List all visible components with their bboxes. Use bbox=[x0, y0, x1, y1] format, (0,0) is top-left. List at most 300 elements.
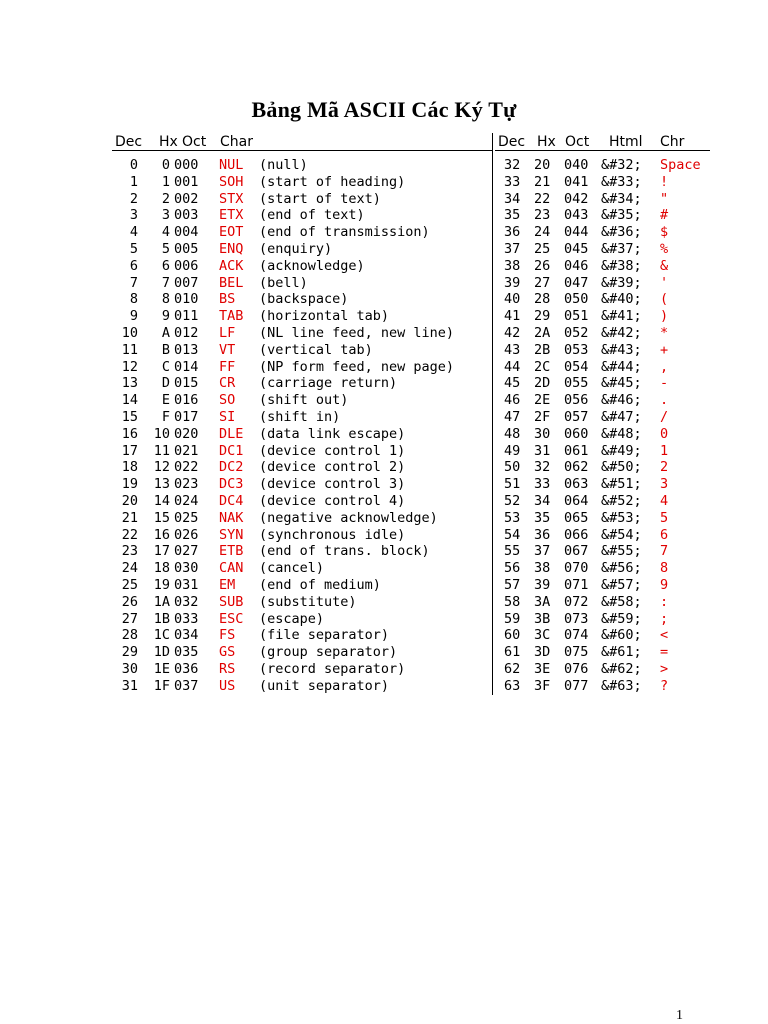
table-row bbox=[112, 258, 712, 275]
cell-hx: 8 bbox=[161, 291, 170, 308]
header-underline-left bbox=[112, 150, 493, 151]
cell-html-entity: &#37; bbox=[601, 240, 642, 257]
cell-char: EOT bbox=[219, 224, 244, 241]
cell-description: (shift out) bbox=[259, 392, 349, 409]
cell-hx-2: 24 bbox=[534, 224, 551, 241]
cell-description: (start of text) bbox=[259, 190, 381, 207]
cell-description: (shift in) bbox=[259, 408, 341, 425]
cell-hx: 1C bbox=[153, 627, 170, 644]
cell-oct-2: 076 bbox=[564, 660, 589, 677]
table-row bbox=[112, 426, 712, 443]
cell-char: BEL bbox=[219, 274, 244, 291]
cell-hx: 1E bbox=[153, 660, 170, 677]
cell-char: DC1 bbox=[219, 442, 244, 459]
cell-dec: 15 bbox=[121, 408, 138, 425]
cell-oct-2: 065 bbox=[564, 509, 589, 526]
header-oct-2: Oct bbox=[565, 134, 590, 150]
cell-hx: 19 bbox=[153, 576, 170, 593]
cell-dec: 25 bbox=[121, 576, 138, 593]
cell-dec-2: 55 bbox=[504, 543, 521, 560]
cell-hx-2: 23 bbox=[534, 207, 551, 224]
cell-oct: 011 bbox=[174, 308, 199, 325]
cell-dec-2: 50 bbox=[504, 459, 521, 476]
cell-chr: * bbox=[660, 324, 669, 341]
table-row bbox=[112, 560, 712, 577]
cell-char: US bbox=[219, 677, 236, 694]
cell-description: (unit separator) bbox=[259, 677, 390, 694]
cell-hx: 4 bbox=[161, 224, 170, 241]
cell-hx: 0 bbox=[161, 157, 170, 173]
cell-chr: 8 bbox=[660, 560, 669, 577]
cell-hx: A bbox=[161, 324, 170, 341]
table-row bbox=[112, 459, 712, 476]
cell-description: (group separator) bbox=[259, 644, 398, 661]
cell-oct-2: 061 bbox=[564, 442, 589, 459]
cell-dec-2: 54 bbox=[504, 526, 521, 543]
cell-char: ACK bbox=[219, 257, 244, 274]
cell-oct: 037 bbox=[174, 677, 199, 694]
cell-hx-2: 3E bbox=[534, 660, 551, 677]
cell-hx-2: 26 bbox=[534, 257, 551, 274]
cell-html-entity: &#38; bbox=[601, 257, 642, 274]
cell-oct-2: 062 bbox=[564, 459, 589, 476]
cell-hx-2: 20 bbox=[534, 157, 551, 173]
cell-html-entity: &#58; bbox=[601, 593, 642, 610]
cell-html-entity: &#52; bbox=[601, 492, 642, 509]
cell-oct-2: 066 bbox=[564, 526, 589, 543]
cell-dec-2: 59 bbox=[504, 610, 521, 627]
cell-hx: 15 bbox=[153, 509, 170, 526]
cell-dec-2: 57 bbox=[504, 576, 521, 593]
cell-dec: 3 bbox=[129, 207, 138, 224]
header-dec: Dec bbox=[115, 134, 143, 150]
cell-oct-2: 056 bbox=[564, 392, 589, 409]
cell-html-entity: &#56; bbox=[601, 560, 642, 577]
cell-description: (record separator) bbox=[259, 660, 406, 677]
table-row bbox=[112, 375, 712, 392]
table-row bbox=[112, 577, 712, 594]
cell-hx-2: 2F bbox=[534, 408, 551, 425]
cell-dec-2: 47 bbox=[504, 408, 521, 425]
cell-description: (null) bbox=[259, 157, 308, 173]
cell-char: DC2 bbox=[219, 459, 244, 476]
table-row bbox=[112, 291, 712, 308]
cell-chr: " bbox=[660, 190, 669, 207]
cell-oct: 010 bbox=[174, 291, 199, 308]
cell-oct: 022 bbox=[174, 459, 199, 476]
cell-html-entity: &#42; bbox=[601, 324, 642, 341]
cell-dec: 17 bbox=[121, 442, 138, 459]
cell-dec: 28 bbox=[121, 627, 138, 644]
cell-char: SI bbox=[219, 408, 236, 425]
cell-html-entity: &#62; bbox=[601, 660, 642, 677]
cell-oct: 030 bbox=[174, 560, 199, 577]
table-row bbox=[112, 644, 712, 661]
cell-html-entity: &#34; bbox=[601, 190, 642, 207]
cell-hx-2: 30 bbox=[534, 425, 551, 442]
cell-hx-2: 35 bbox=[534, 509, 551, 526]
cell-html-entity: &#61; bbox=[601, 644, 642, 661]
table-row bbox=[112, 493, 712, 510]
cell-chr: # bbox=[660, 207, 669, 224]
cell-html-entity: &#49; bbox=[601, 442, 642, 459]
cell-oct: 033 bbox=[174, 610, 199, 627]
cell-char: SO bbox=[219, 392, 236, 409]
cell-oct: 027 bbox=[174, 543, 199, 560]
cell-chr: > bbox=[660, 660, 669, 677]
cell-chr: Space bbox=[660, 157, 701, 173]
cell-description: (acknowledge) bbox=[259, 257, 365, 274]
cell-oct-2: 045 bbox=[564, 240, 589, 257]
cell-description: (device control 2) bbox=[259, 459, 406, 476]
table-row bbox=[112, 678, 712, 695]
cell-description: (horizontal tab) bbox=[259, 308, 390, 325]
cell-oct-2: 075 bbox=[564, 644, 589, 661]
cell-chr: 4 bbox=[660, 492, 669, 509]
cell-description: (synchronous idle) bbox=[259, 526, 406, 543]
page-number: 1 bbox=[676, 1008, 683, 1023]
cell-dec: 26 bbox=[121, 593, 138, 610]
cell-chr: 2 bbox=[660, 459, 669, 476]
table-row bbox=[112, 359, 712, 376]
cell-dec-2: 41 bbox=[504, 308, 521, 325]
cell-description: (enquiry) bbox=[259, 240, 333, 257]
table-row bbox=[112, 443, 712, 460]
cell-oct: 036 bbox=[174, 660, 199, 677]
cell-dec-2: 61 bbox=[504, 644, 521, 661]
cell-oct: 034 bbox=[174, 627, 199, 644]
cell-char: SOH bbox=[219, 173, 244, 190]
cell-html-entity: &#60; bbox=[601, 627, 642, 644]
table-row bbox=[112, 174, 712, 191]
cell-html-entity: &#57; bbox=[601, 576, 642, 593]
cell-chr: . bbox=[660, 392, 669, 409]
header-row bbox=[112, 132, 710, 152]
cell-dec: 0 bbox=[129, 157, 138, 173]
cell-oct: 025 bbox=[174, 509, 199, 526]
cell-chr: & bbox=[660, 257, 669, 274]
cell-hx-2: 38 bbox=[534, 560, 551, 577]
cell-oct: 013 bbox=[174, 341, 199, 358]
cell-oct: 007 bbox=[174, 274, 199, 291]
cell-description: (end of transmission) bbox=[259, 224, 430, 241]
cell-hx-2: 2E bbox=[534, 392, 551, 409]
cell-hx-2: 2B bbox=[534, 341, 551, 358]
cell-hx: 1 bbox=[161, 173, 170, 190]
cell-chr: 7 bbox=[660, 543, 669, 560]
cell-dec: 22 bbox=[121, 526, 138, 543]
cell-html-entity: &#44; bbox=[601, 358, 642, 375]
cell-oct: 006 bbox=[174, 257, 199, 274]
cell-oct-2: 060 bbox=[564, 425, 589, 442]
cell-hx-2: 34 bbox=[534, 492, 551, 509]
cell-char: DC3 bbox=[219, 476, 244, 493]
table-row bbox=[112, 661, 712, 678]
cell-chr: + bbox=[660, 341, 669, 358]
cell-oct: 024 bbox=[174, 492, 199, 509]
cell-chr: ! bbox=[660, 173, 669, 190]
cell-dec: 20 bbox=[121, 492, 138, 509]
cell-dec-2: 51 bbox=[504, 476, 521, 493]
cell-oct: 031 bbox=[174, 576, 199, 593]
cell-html-entity: &#39; bbox=[601, 274, 642, 291]
cell-char: RS bbox=[219, 660, 236, 677]
cell-dec-2: 32 bbox=[504, 157, 521, 173]
cell-chr: ( bbox=[660, 291, 669, 308]
cell-char: ESC bbox=[219, 610, 244, 627]
cell-oct: 004 bbox=[174, 224, 199, 241]
cell-description: (carriage return) bbox=[259, 375, 398, 392]
cell-hx-2: 37 bbox=[534, 543, 551, 560]
cell-chr: 1 bbox=[660, 442, 669, 459]
cell-dec-2: 36 bbox=[504, 224, 521, 241]
cell-oct: 012 bbox=[174, 324, 199, 341]
cell-char: ENQ bbox=[219, 240, 244, 257]
table-row bbox=[112, 191, 712, 208]
table-row bbox=[112, 308, 712, 325]
cell-hx: 6 bbox=[161, 257, 170, 274]
cell-chr: < bbox=[660, 627, 669, 644]
cell-dec: 7 bbox=[129, 274, 138, 291]
cell-hx: 16 bbox=[153, 526, 170, 543]
table-row bbox=[112, 527, 712, 544]
cell-char: CAN bbox=[219, 560, 244, 577]
cell-oct-2: 044 bbox=[564, 224, 589, 241]
cell-description: (device control 3) bbox=[259, 476, 406, 493]
cell-char: EM bbox=[219, 576, 236, 593]
cell-hx: B bbox=[161, 341, 170, 358]
cell-description: (start of heading) bbox=[259, 173, 406, 190]
table-row bbox=[112, 224, 712, 241]
cell-html-entity: &#48; bbox=[601, 425, 642, 442]
cell-html-entity: &#51; bbox=[601, 476, 642, 493]
cell-dec: 9 bbox=[129, 308, 138, 325]
cell-hx-2: 33 bbox=[534, 476, 551, 493]
cell-oct-2: 054 bbox=[564, 358, 589, 375]
table-row bbox=[112, 543, 712, 560]
cell-chr: = bbox=[660, 644, 669, 661]
table-row bbox=[112, 476, 712, 493]
cell-hx: E bbox=[161, 392, 170, 409]
cell-oct-2: 072 bbox=[564, 593, 589, 610]
cell-oct-2: 077 bbox=[564, 677, 589, 694]
cell-chr: 0 bbox=[660, 425, 669, 442]
cell-char: DLE bbox=[219, 425, 244, 442]
cell-html-entity: &#41; bbox=[601, 308, 642, 325]
cell-oct: 017 bbox=[174, 408, 199, 425]
cell-hx-2: 2D bbox=[534, 375, 551, 392]
cell-oct-2: 050 bbox=[564, 291, 589, 308]
table-row bbox=[112, 241, 712, 258]
cell-dec-2: 40 bbox=[504, 291, 521, 308]
cell-html-entity: &#47; bbox=[601, 408, 642, 425]
cell-html-entity: &#35; bbox=[601, 207, 642, 224]
cell-hx-2: 39 bbox=[534, 576, 551, 593]
cell-dec: 16 bbox=[121, 425, 138, 442]
cell-oct-2: 067 bbox=[564, 543, 589, 560]
cell-char: DC4 bbox=[219, 492, 244, 509]
cell-oct-2: 064 bbox=[564, 492, 589, 509]
cell-dec: 24 bbox=[121, 560, 138, 577]
table-row bbox=[112, 157, 712, 174]
cell-oct-2: 055 bbox=[564, 375, 589, 392]
cell-oct: 016 bbox=[174, 392, 199, 409]
cell-description: (backspace) bbox=[259, 291, 349, 308]
cell-description: (bell) bbox=[259, 274, 308, 291]
cell-dec: 12 bbox=[121, 358, 138, 375]
cell-char: FS bbox=[219, 627, 236, 644]
cell-description: (substitute) bbox=[259, 593, 357, 610]
cell-oct-2: 040 bbox=[564, 157, 589, 173]
cell-description: (escape) bbox=[259, 610, 325, 627]
cell-hx-2: 31 bbox=[534, 442, 551, 459]
cell-hx: C bbox=[161, 358, 170, 375]
cell-hx-2: 3C bbox=[534, 627, 551, 644]
cell-oct-2: 063 bbox=[564, 476, 589, 493]
cell-oct-2: 043 bbox=[564, 207, 589, 224]
cell-dec: 21 bbox=[121, 509, 138, 526]
cell-char: ETB bbox=[219, 543, 244, 560]
cell-hx-2: 27 bbox=[534, 274, 551, 291]
cell-dec-2: 56 bbox=[504, 560, 521, 577]
cell-html-entity: &#63; bbox=[601, 677, 642, 694]
header-underline-right bbox=[495, 150, 710, 151]
cell-hx-2: 28 bbox=[534, 291, 551, 308]
header-chr: Chr bbox=[660, 134, 685, 150]
cell-html-entity: &#45; bbox=[601, 375, 642, 392]
cell-html-entity: &#43; bbox=[601, 341, 642, 358]
header-html: Html bbox=[609, 134, 643, 150]
cell-dec-2: 39 bbox=[504, 274, 521, 291]
cell-hx: 10 bbox=[153, 425, 170, 442]
cell-dec: 14 bbox=[121, 392, 138, 409]
cell-hx-2: 3A bbox=[534, 593, 551, 610]
cell-chr: ? bbox=[660, 677, 669, 694]
cell-hx-2: 2A bbox=[534, 324, 551, 341]
header-char: Char bbox=[220, 134, 253, 150]
cell-html-entity: &#54; bbox=[601, 526, 642, 543]
cell-oct-2: 073 bbox=[564, 610, 589, 627]
table-header bbox=[112, 132, 710, 152]
cell-html-entity: &#50; bbox=[601, 459, 642, 476]
cell-html-entity: &#46; bbox=[601, 392, 642, 409]
cell-char: NUL bbox=[219, 157, 244, 173]
cell-dec: 19 bbox=[121, 476, 138, 493]
cell-oct: 000 bbox=[174, 157, 199, 173]
cell-chr: , bbox=[660, 358, 669, 375]
cell-oct-2: 070 bbox=[564, 560, 589, 577]
cell-dec-2: 44 bbox=[504, 358, 521, 375]
cell-dec-2: 46 bbox=[504, 392, 521, 409]
cell-hx: 5 bbox=[161, 240, 170, 257]
cell-hx: F bbox=[161, 408, 170, 425]
table-row bbox=[112, 594, 712, 611]
cell-dec: 18 bbox=[121, 459, 138, 476]
cell-dec: 31 bbox=[121, 677, 138, 694]
header-oct: Oct bbox=[182, 134, 207, 150]
cell-oct-2: 071 bbox=[564, 576, 589, 593]
cell-hx: D bbox=[161, 375, 170, 392]
cell-oct: 026 bbox=[174, 526, 199, 543]
cell-hx: 1A bbox=[153, 593, 170, 610]
cell-chr: / bbox=[660, 408, 669, 425]
cell-dec: 2 bbox=[129, 190, 138, 207]
cell-chr: : bbox=[660, 593, 669, 610]
cell-dec-2: 49 bbox=[504, 442, 521, 459]
cell-dec-2: 52 bbox=[504, 492, 521, 509]
cell-oct: 015 bbox=[174, 375, 199, 392]
table-row bbox=[112, 392, 712, 409]
cell-char: BS bbox=[219, 291, 236, 308]
cell-char: SUB bbox=[219, 593, 244, 610]
cell-chr: ' bbox=[660, 274, 669, 291]
cell-hx: 17 bbox=[153, 543, 170, 560]
cell-hx-2: 3F bbox=[534, 677, 551, 694]
cell-description: (end of text) bbox=[259, 207, 365, 224]
cell-oct-2: 053 bbox=[564, 341, 589, 358]
cell-oct-2: 046 bbox=[564, 257, 589, 274]
cell-dec-2: 37 bbox=[504, 240, 521, 257]
table-row bbox=[112, 409, 712, 426]
cell-dec: 4 bbox=[129, 224, 138, 241]
cell-dec: 6 bbox=[129, 257, 138, 274]
cell-dec-2: 62 bbox=[504, 660, 521, 677]
cell-oct: 035 bbox=[174, 644, 199, 661]
cell-chr: 9 bbox=[660, 576, 669, 593]
cell-oct: 001 bbox=[174, 173, 199, 190]
cell-description: (file separator) bbox=[259, 627, 390, 644]
cell-dec-2: 43 bbox=[504, 341, 521, 358]
cell-char: TAB bbox=[219, 308, 244, 325]
cell-oct: 020 bbox=[174, 425, 199, 442]
cell-hx-2: 36 bbox=[534, 526, 551, 543]
cell-description: (NL line feed, new line) bbox=[259, 324, 455, 341]
header-hx: Hx bbox=[159, 134, 178, 150]
cell-chr: ) bbox=[660, 308, 669, 325]
cell-oct-2: 051 bbox=[564, 308, 589, 325]
cell-oct-2: 047 bbox=[564, 274, 589, 291]
cell-oct: 021 bbox=[174, 442, 199, 459]
cell-html-entity: &#55; bbox=[601, 543, 642, 560]
cell-dec: 30 bbox=[121, 660, 138, 677]
cell-char: SYN bbox=[219, 526, 244, 543]
cell-dec: 10 bbox=[121, 324, 138, 341]
cell-hx-2: 32 bbox=[534, 459, 551, 476]
cell-oct: 014 bbox=[174, 358, 199, 375]
cell-hx-2: 29 bbox=[534, 308, 551, 325]
cell-dec-2: 60 bbox=[504, 627, 521, 644]
cell-hx: 2 bbox=[161, 190, 170, 207]
cell-char: GS bbox=[219, 644, 236, 661]
table-row bbox=[112, 275, 712, 292]
cell-html-entity: &#53; bbox=[601, 509, 642, 526]
cell-hx-2: 21 bbox=[534, 173, 551, 190]
cell-description: (device control 1) bbox=[259, 442, 406, 459]
cell-dec: 29 bbox=[121, 644, 138, 661]
cell-hx: 1B bbox=[153, 610, 170, 627]
cell-hx-2: 25 bbox=[534, 240, 551, 257]
cell-dec: 23 bbox=[121, 543, 138, 560]
cell-oct-2: 074 bbox=[564, 627, 589, 644]
cell-chr: % bbox=[660, 240, 669, 257]
cell-hx: 7 bbox=[161, 274, 170, 291]
header-dec-2: Dec bbox=[498, 134, 526, 150]
cell-hx: 1F bbox=[153, 677, 170, 694]
cell-dec-2: 33 bbox=[504, 173, 521, 190]
cell-hx: 9 bbox=[161, 308, 170, 325]
cell-description: (negative acknowledge) bbox=[259, 509, 438, 526]
cell-dec-2: 63 bbox=[504, 677, 521, 694]
